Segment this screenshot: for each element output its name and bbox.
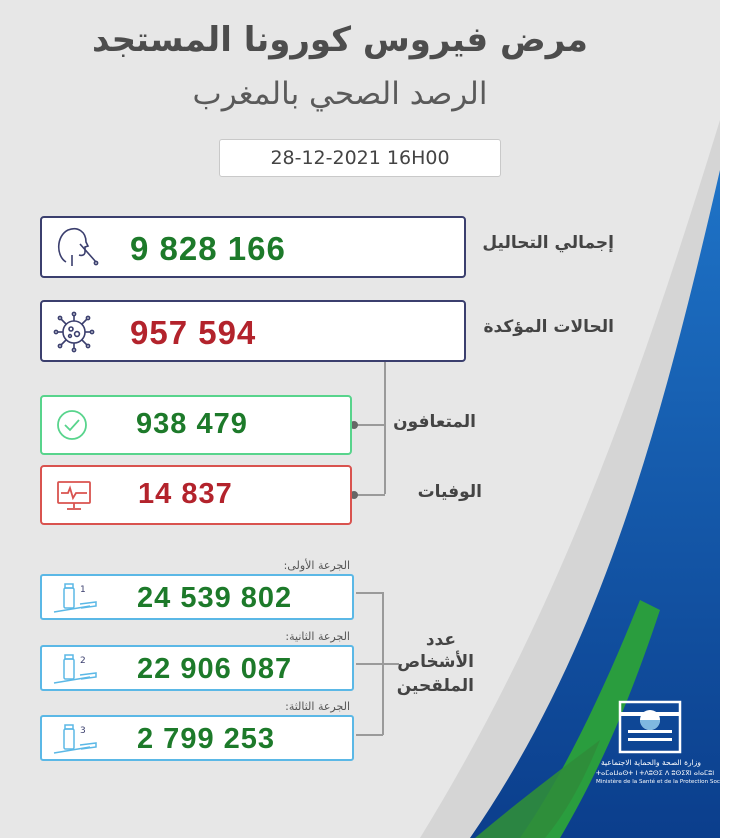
total-tests-value: 9 828 166 xyxy=(130,230,286,267)
dose-label: الجرعة الأولى: xyxy=(283,559,350,572)
vaccine-vial-icon xyxy=(50,580,104,616)
connector-line xyxy=(384,362,386,494)
vaccine-vial-icon xyxy=(50,651,104,687)
ministry-name-ar: وزارة الصحة والحماية الاجتماعية xyxy=(601,758,701,767)
svg-text:2: 2 xyxy=(80,656,86,666)
check-circle-icon xyxy=(55,408,89,442)
page-title: مرض فيروس كورونا المستجد xyxy=(92,20,588,60)
deaths-label: الوفيات xyxy=(417,482,482,502)
heart-monitor-icon xyxy=(55,479,93,513)
virus-icon xyxy=(52,310,96,354)
dose2-value: 22 906 087 xyxy=(137,653,293,685)
ministry-name-tz: ⵜⴰⵎⴰⵡⴰⵙⵜ ⵏ ⵜⴷⵓⵙⵉ ⴷ ⵓⵙⵉⴳⵏ ⴰⵏⴰⵎⵓⵏ xyxy=(596,769,715,777)
connector-line xyxy=(354,494,385,496)
ministry-logo xyxy=(618,700,682,754)
vaccinated-label-line2: الأشخاص xyxy=(397,652,474,672)
connector-line xyxy=(356,734,383,736)
total-tests-label: إجمالي التحاليل xyxy=(482,233,614,253)
test-swab-icon xyxy=(52,222,98,270)
connector-line xyxy=(354,424,385,426)
connector-line xyxy=(356,592,383,594)
vaccinated-label-line3: الملقحين xyxy=(396,676,474,696)
confirmed-value: 957 594 xyxy=(130,314,257,351)
svg-text:1: 1 xyxy=(80,585,86,595)
confirmed-card xyxy=(40,300,466,362)
svg-text:3: 3 xyxy=(80,726,86,736)
ministry-name-fr: Ministère de la Santé et de la Protection Sociale xyxy=(596,779,730,785)
dose1-value: 24 539 802 xyxy=(137,582,293,614)
vaccine-vial-icon xyxy=(50,721,104,757)
vaccinated-label-line1: عدد xyxy=(425,630,456,650)
dose1-card xyxy=(40,574,354,620)
recovered-card xyxy=(40,395,352,455)
connector-line xyxy=(356,663,383,665)
page-subtitle: الرصد الصحي بالمغرب xyxy=(192,76,488,112)
deaths-card xyxy=(40,465,352,525)
dose3-card xyxy=(40,715,354,761)
dose-label: الجرعة الثانية: xyxy=(285,630,350,643)
deaths-value: 14 837 xyxy=(138,478,233,510)
dose-label: الجرعة الثالثة: xyxy=(285,700,350,713)
dose3-value: 2 799 253 xyxy=(137,723,276,755)
total-tests-card xyxy=(40,216,466,278)
dose2-card xyxy=(40,645,354,691)
confirmed-label: الحالات المؤكدة xyxy=(483,317,614,337)
date-badge: 28-12-2021 16H00 xyxy=(219,139,501,177)
recovered-value: 938 479 xyxy=(136,408,248,440)
recovered-label: المتعافون xyxy=(393,412,476,432)
